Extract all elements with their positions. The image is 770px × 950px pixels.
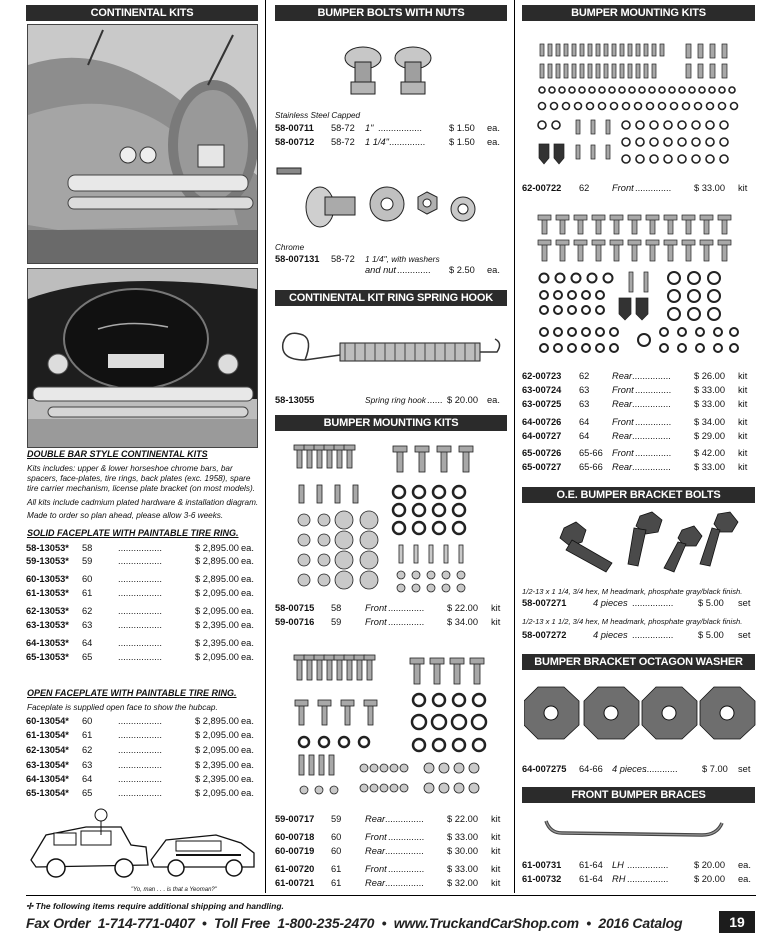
year: 59 (82, 556, 93, 566)
year: 64-66 (579, 764, 603, 774)
price: $ 2,395.00 (195, 760, 239, 770)
unit: set (738, 764, 751, 774)
leader-dots: ................. (118, 574, 162, 584)
column-divider (265, 0, 266, 893)
leader-dots: ................. (118, 588, 162, 598)
price: $ 20.00 (694, 874, 726, 884)
quantity: 4 pieces (593, 630, 628, 640)
year: 58-72 (331, 123, 355, 133)
part-number: 61-00732 (522, 874, 562, 884)
unit: kit (738, 399, 748, 409)
part-number: 62-13053* (26, 606, 69, 616)
leader-dots: .............. (635, 417, 672, 427)
leader-dots: ............. (644, 764, 678, 774)
price: $ 33.00 (694, 462, 726, 472)
part-number: 65-00726 (522, 448, 562, 458)
description: Front (612, 385, 634, 395)
part-number: 60-13053* (26, 574, 69, 584)
leader-dots: .............. (388, 832, 425, 842)
footer-rule (26, 895, 756, 896)
year: 65 (82, 788, 93, 798)
part-number: 58-007131 (275, 254, 320, 264)
unit: ea. (241, 788, 254, 798)
part-number: 58-00715 (275, 603, 315, 613)
part-number: 61-00731 (522, 860, 562, 870)
photo-black-car-continental-kit (27, 268, 258, 448)
year: 65-66 (579, 462, 603, 472)
year: 63 (82, 620, 93, 630)
part-number: 63-00724 (522, 385, 562, 395)
unit: kit (491, 846, 501, 856)
leader-dots: ................. (118, 638, 162, 648)
part-number: 62-00723 (522, 371, 562, 381)
part-number: 63-13054* (26, 760, 69, 770)
year: 60 (331, 846, 342, 856)
section-header-oe-bracket-bolts: O.E. BUMPER BRACKET BOLTS (522, 487, 755, 503)
price: $ 5.00 (698, 630, 724, 640)
description: Front (612, 183, 634, 193)
leader-dots: ................. (118, 730, 162, 740)
description: Spring ring hook (365, 395, 426, 405)
column-divider (514, 0, 515, 893)
leader-dots: ................ (627, 860, 669, 870)
leader-dots: ............. (397, 265, 431, 275)
year: 64 (579, 431, 590, 441)
unit: ea. (241, 716, 254, 726)
year: 58 (331, 603, 342, 613)
price: $ 5.00 (698, 598, 724, 608)
description: Front (612, 417, 634, 427)
cartoon-caption: "Yo, man . . . is that a Yeoman?" (131, 887, 217, 893)
quantity: 4 pieces (593, 598, 628, 608)
unit: ea. (487, 395, 500, 405)
leader-dots: ................. (118, 760, 162, 770)
description: Rear (365, 846, 386, 856)
price: $ 20.00 (447, 395, 479, 405)
price: $ 1.50 (449, 137, 475, 147)
price: $ 34.00 (447, 617, 479, 627)
cadmium-note: All kits include cadmium plated hardware & installation diagram. (27, 498, 259, 507)
price: $ 33.00 (694, 399, 726, 409)
price: $ 2,395.00 (195, 774, 239, 784)
part-number: 64-13053* (26, 638, 69, 648)
section-header-front-bumper-braces: FRONT BUMPER BRACES (522, 787, 755, 803)
description: Front (365, 603, 387, 613)
price: $ 33.00 (694, 385, 726, 395)
price: $ 20.00 (694, 860, 726, 870)
price: $ 22.00 (447, 603, 479, 613)
description: Rear (365, 814, 386, 824)
part-number: 64-00727 (522, 431, 562, 441)
description: Rear (612, 462, 633, 472)
description: 1" (365, 123, 374, 133)
leader-dots: ............... (385, 846, 424, 856)
unit: ea. (241, 543, 254, 553)
part-number: 59-00716 (275, 617, 315, 627)
cross-icon: ✢ (26, 901, 34, 911)
unit: ea. (738, 874, 751, 884)
leader-dots: ................ (632, 598, 674, 608)
section-header-bumper-bolts: BUMPER BOLTS WITH NUTS (275, 5, 507, 21)
leader-dots: ................ (632, 630, 674, 640)
year: 62 (82, 745, 93, 755)
part-number: 61-13054* (26, 730, 69, 740)
unit: kit (738, 183, 748, 193)
part-number: 59-00717 (275, 814, 315, 824)
section-header-spring-hook: CONTINENTAL KIT RING SPRING HOOK (275, 290, 507, 306)
unit: set (738, 598, 751, 608)
section-header-mounting-kits: BUMPER MOUNTING KITS (275, 415, 507, 431)
leader-dots: ............... (632, 399, 671, 409)
leader-dots: ................. (118, 606, 162, 616)
year: 62 (579, 183, 590, 193)
description: Rear (612, 371, 633, 381)
section-header-mounting-kits-2: BUMPER MOUNTING KITS (522, 5, 755, 21)
description: Front (365, 832, 387, 842)
unit: ea. (241, 774, 254, 784)
year: 61-64 (579, 874, 603, 884)
year: 64 (579, 417, 590, 427)
unit: set (738, 630, 751, 640)
open-faceplate-title: OPEN FACEPLATE WITH PAINTABLE TIRE RING. (27, 688, 237, 698)
made-to-order-note: Made to order so plan ahead, please allow 3-6 weeks. (27, 511, 224, 520)
year: 63 (579, 399, 590, 409)
spring-hook-image (275, 315, 507, 385)
leader-dots: ................. (118, 620, 162, 630)
part-number: 65-13053* (26, 652, 69, 662)
leader-dots: ................. (118, 652, 162, 662)
price: $ 42.00 (694, 448, 726, 458)
price: $ 2,895.00 (195, 543, 239, 553)
leader-dots: ................. (118, 543, 162, 553)
mounting-kit-58-59-image (289, 440, 494, 600)
year: 63 (82, 760, 93, 770)
price: $ 2,395.00 (195, 620, 239, 630)
solid-faceplate-title: SOLID FACEPLATE WITH PAINTABLE TIRE RING. (27, 528, 239, 538)
unit: ea. (241, 588, 254, 598)
unit: kit (491, 878, 501, 888)
part-number: 63-00725 (522, 399, 562, 409)
chrome-label: Chrome (275, 243, 305, 252)
leader-dots: ............... (632, 371, 671, 381)
part-number: 61-00721 (275, 878, 315, 888)
part-number: 58-13053* (26, 543, 69, 553)
unit: ea. (738, 860, 751, 870)
unit: ea. (241, 556, 254, 566)
leader-dots: ............... (632, 431, 671, 441)
photo-car-rear-continental-kit (27, 24, 258, 264)
leader-dots: .............. (635, 183, 672, 193)
unit: kit (738, 431, 748, 441)
year: 61 (82, 588, 93, 598)
leader-dots: .............. (388, 617, 425, 627)
price: $ 29.00 (694, 431, 726, 441)
unit: ea. (241, 760, 254, 770)
cartoon-station-wagons (26, 805, 258, 897)
octagon-washers-image (524, 685, 756, 741)
description: Front (365, 617, 387, 627)
price: $ 2,095.00 (195, 588, 239, 598)
unit: ea. (241, 638, 254, 648)
part-number: 60-00718 (275, 832, 315, 842)
price: $ 30.00 (447, 846, 479, 856)
part-number: 64-007275 (522, 764, 567, 774)
description: Rear (365, 878, 386, 888)
description: Rear (612, 399, 633, 409)
year: 61 (331, 864, 342, 874)
leader-dots: ............... (632, 462, 671, 472)
leader-dots: ................. (118, 788, 162, 798)
year: 59 (331, 814, 342, 824)
leader-dots: ............... (385, 814, 424, 824)
unit: ea. (241, 620, 254, 630)
description: Front (612, 448, 634, 458)
mounting-kit-62-front-image (536, 40, 746, 170)
part-number: 64-13054* (26, 774, 69, 784)
unit: kit (738, 417, 748, 427)
description: 1 1/4", with washers (365, 254, 440, 264)
part-number: 62-00722 (522, 183, 562, 193)
unit: ea. (241, 745, 254, 755)
section-header-continental-kits: CONTINENTAL KITS (26, 5, 258, 21)
part-number: 58-13055 (275, 395, 315, 405)
unit: ea. (487, 123, 500, 133)
section-header-octagon-washer: BUMPER BRACKET OCTAGON WASHER (522, 654, 755, 670)
oe-bolt-spec-1: 1/2-13 x 1 1/4, 3/4 hex, M headmark, phosphate gray/black finish. (522, 587, 743, 596)
leader-dots: ................. (118, 556, 162, 566)
description: RH (612, 874, 626, 884)
leader-dots: ................ (627, 874, 669, 884)
kits-includes-text: Kits includes: upper & lower horseshoe chrome bars, bar spacers, face-plates, tire rings, back plates (exc. 1958), spare tire carrier mechanism, license plate bracket (on most models). (27, 464, 255, 493)
leader-dots: .............. (635, 385, 672, 395)
part-number: 61-13053* (26, 588, 69, 598)
unit: ea. (241, 574, 254, 584)
part-number: 65-13054* (26, 788, 69, 798)
unit: kit (491, 617, 501, 627)
leader-dots: .............. (388, 603, 425, 613)
part-number: 58-007271 (522, 598, 567, 608)
unit: ea. (241, 730, 254, 740)
page-number: 19 (719, 911, 755, 933)
leader-dots: ................. (378, 123, 422, 133)
description: Front (365, 864, 387, 874)
capped-bolts-image (335, 36, 445, 104)
unit: ea. (487, 137, 500, 147)
part-number: 65-00727 (522, 462, 562, 472)
price: $ 2,095.00 (195, 606, 239, 616)
year: 65-66 (579, 448, 603, 458)
double-bar-title: DOUBLE BAR STYLE CONTINENTAL KITS (27, 449, 208, 459)
unit: kit (738, 371, 748, 381)
leader-dots: ............... (385, 878, 424, 888)
year: 60 (82, 716, 93, 726)
price: $ 2,395.00 (195, 638, 239, 648)
unit: ea. (241, 606, 254, 616)
leader-dots: .............. (388, 864, 425, 874)
price: $ 33.00 (447, 832, 479, 842)
year: 65 (82, 652, 93, 662)
part-number: 58-00711 (275, 123, 314, 133)
price: $ 2,095.00 (195, 745, 239, 755)
part-number: 63-13053* (26, 620, 69, 630)
quantity: 4 pieces (612, 764, 647, 774)
part-number: 64-00726 (522, 417, 562, 427)
part-number: 61-00720 (275, 864, 315, 874)
price: $ 7.00 (702, 764, 728, 774)
leader-dots: .............. (635, 448, 672, 458)
price: $ 2,895.00 (195, 574, 239, 584)
year: 64 (82, 774, 93, 784)
year: 58-72 (331, 137, 355, 147)
price: $ 2,095.00 (195, 652, 239, 662)
year: 61 (331, 878, 342, 888)
unit: ea. (241, 652, 254, 662)
leader-dots: ...... (427, 395, 443, 405)
shipping-note (26, 901, 284, 912)
unit: kit (491, 814, 501, 824)
year: 59 (331, 617, 342, 627)
price: $ 2,895.00 (195, 716, 239, 726)
description-cont: and nut (365, 265, 397, 275)
price: $ 32.00 (447, 878, 479, 888)
price: $ 33.00 (447, 864, 479, 874)
year: 63 (579, 385, 590, 395)
unit: ea. (487, 265, 500, 275)
leader-dots: ................. (118, 745, 162, 755)
unit: kit (491, 603, 501, 613)
leader-dots: .............. (389, 137, 426, 147)
unit: kit (738, 385, 748, 395)
oe-bolt-spec-2: 1/2-13 x 1 1/2, 3/4 hex, M headmark, phosphate gray/black finish. (522, 617, 743, 626)
price: $ 2.50 (449, 265, 475, 275)
price: $ 22.00 (447, 814, 479, 824)
chrome-bolt-washers-image (275, 162, 507, 238)
part-number: 58-007272 (522, 630, 567, 640)
price: $ 2,895.00 (195, 556, 239, 566)
leader-dots: ................. (118, 774, 162, 784)
year: 58 (82, 543, 93, 553)
oe-bolts-image (542, 508, 742, 578)
mounting-kit-59-61-image (289, 650, 494, 800)
footer-contact-line: Fax Order 1-714-771-0407 • Toll Free 1-800-235-2470 • www.TruckandCarShop.com • 2016 Catalog (26, 915, 683, 931)
unit: kit (738, 448, 748, 458)
year: 60 (331, 832, 342, 842)
price: $ 26.00 (694, 371, 726, 381)
stainless-label: Stainless Steel Capped (275, 111, 361, 120)
mounting-kit-62-66-image (534, 210, 749, 360)
shipping-note-text: The following items require additional shipping and handling. (35, 901, 284, 911)
unit: kit (738, 462, 748, 472)
price: $ 1.50 (449, 123, 475, 133)
part-number: 62-13054* (26, 745, 69, 755)
part-number: 58-00712 (275, 137, 315, 147)
unit: kit (491, 864, 501, 874)
year: 60 (82, 574, 93, 584)
price: $ 2,095.00 (195, 730, 239, 740)
year: 62 (82, 606, 93, 616)
bumper-brace-image (542, 815, 727, 845)
price: $ 2,095.00 (195, 788, 239, 798)
unit: kit (491, 832, 501, 842)
description: 1 1/4" (365, 137, 389, 147)
year: 61-64 (579, 860, 603, 870)
description: Rear (612, 431, 633, 441)
year: 61 (82, 730, 93, 740)
price: $ 34.00 (694, 417, 726, 427)
leader-dots: ................. (118, 716, 162, 726)
price: $ 33.00 (694, 183, 726, 193)
part-number: 60-13054* (26, 716, 69, 726)
year: 64 (82, 638, 93, 648)
open-faceplate-note: Faceplate is supplied open face to show the hubcap. (27, 703, 218, 712)
description: LH (612, 860, 624, 870)
part-number: 60-00719 (275, 846, 315, 856)
part-number: 59-13053* (26, 556, 69, 566)
year: 62 (579, 371, 590, 381)
year: 58-72 (331, 254, 355, 264)
